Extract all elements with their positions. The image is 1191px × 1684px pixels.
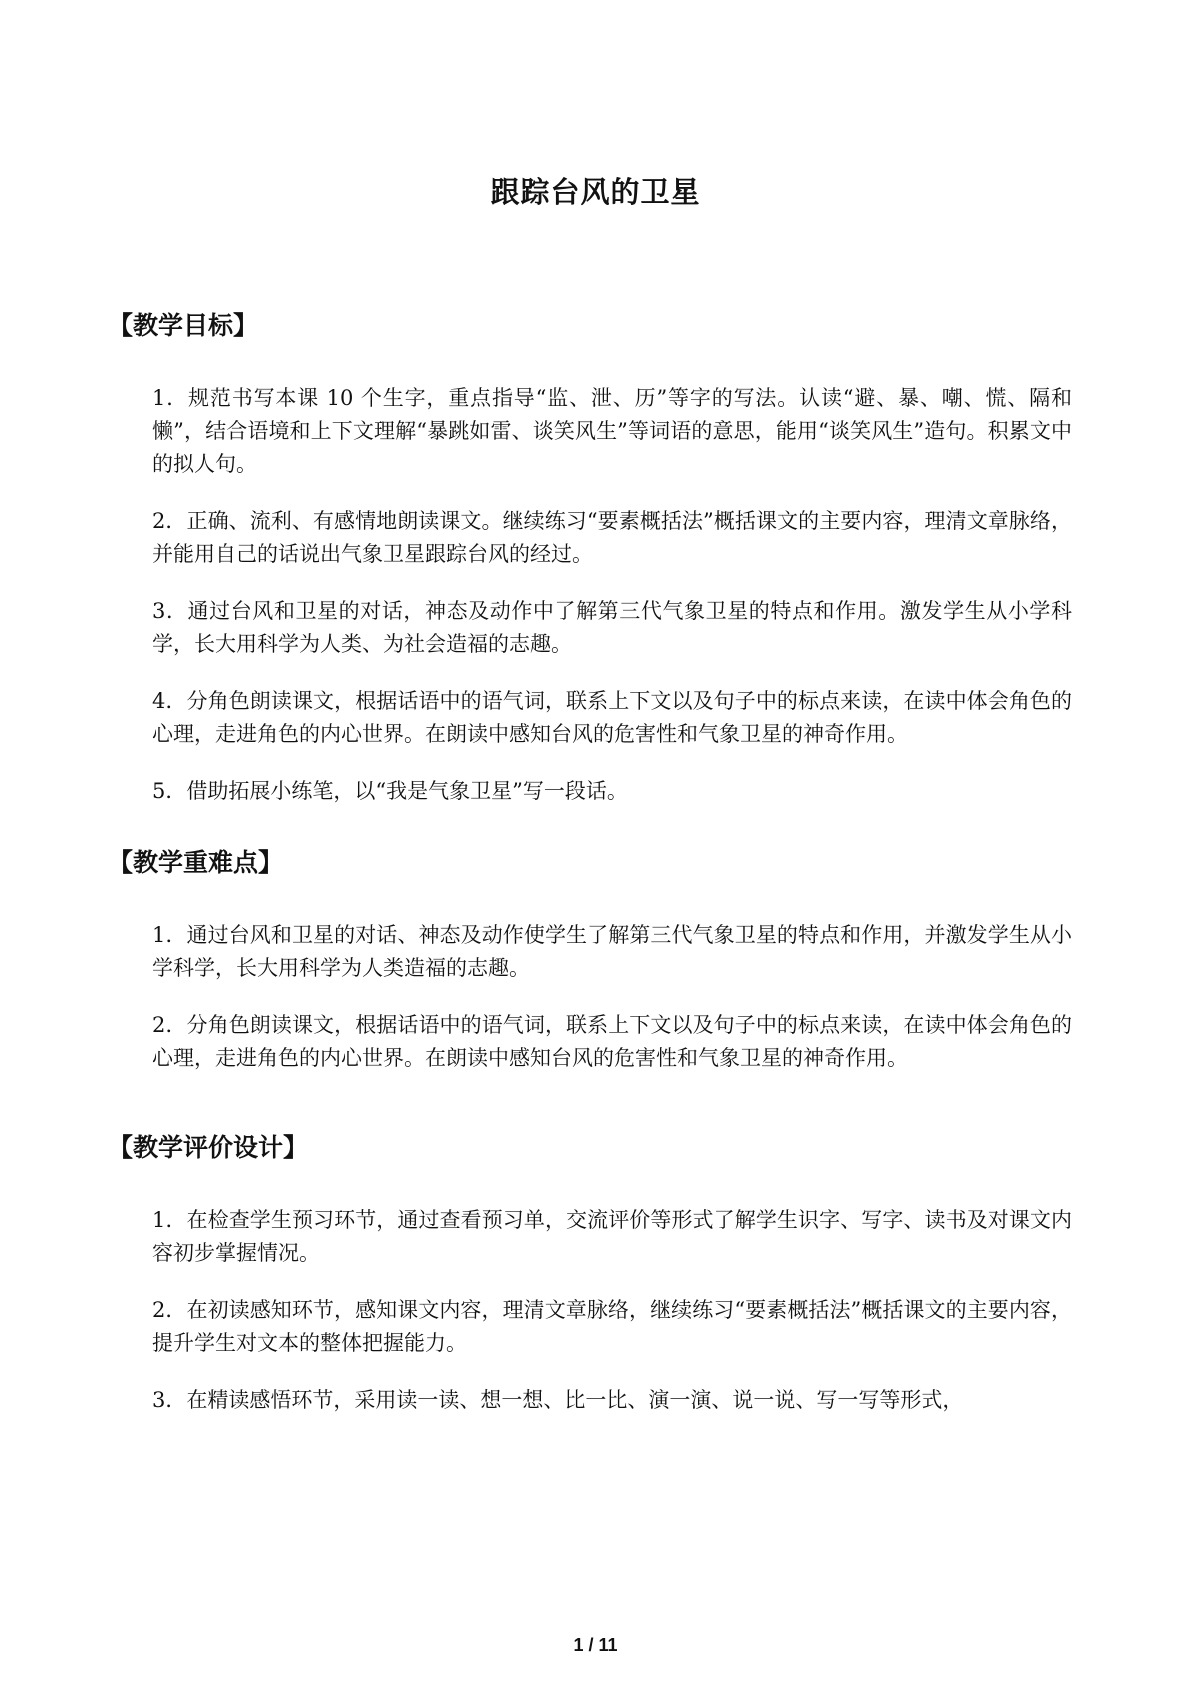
section-key-difficulties bbox=[108, 846, 1072, 1075]
section-heading: 【教学评价设计】 bbox=[108, 1133, 309, 1162]
section-teaching-objectives bbox=[108, 309, 1072, 808]
page-number: 1 / 11 bbox=[573, 1635, 618, 1655]
paragraph: 3．在精读感悟环节，采用读一读、想一想、比一比、演一演、说一说、写一写等形式， bbox=[152, 1388, 964, 1412]
paragraph: 2．分角色朗读课文，根据话语中的语气词，联系上下文以及句子中的标点来读，在读中体会角色的心理，走进角色的内心世界。在朗读中感知台风的危害性和气象卫星的神奇作用。 bbox=[152, 1013, 1072, 1070]
paragraph: 2．正确、流利、有感情地朗读课文。继续练习“要素概括法”概括课文的主要内容，理清文章脉络，并能用自己的话说出气象卫星跟踪台风的经过。 bbox=[152, 509, 1072, 566]
section-heading: 【教学目标】 bbox=[108, 311, 259, 340]
paragraph: 1．通过台风和卫星的对话、神态及动作使学生了解第三代气象卫星的特点和作用，并激发学生从小学科学，长大用科学为人类造福的志趣。 bbox=[152, 923, 1072, 980]
paragraph: 2．在初读感知环节，感知课文内容，理清文章脉络，继续练习“要素概括法”概括课文的主要内容，提升学生对文本的整体把握能力。 bbox=[152, 1298, 1072, 1355]
paragraph: 3．通过台风和卫星的对话，神态及动作中了解第三代气象卫星的特点和作用。激发学生从小学科学，长大用科学为人类、为社会造福的志趣。 bbox=[152, 599, 1072, 656]
paragraph: 5．借助拓展小练笔，以“我是气象卫星”写一段话。 bbox=[152, 779, 628, 803]
paragraph: 4．分角色朗读课文，根据话语中的语气词，联系上下文以及句子中的标点来读，在读中体会角色的心理，走进角色的内心世界。在朗读中感知台风的危害性和气象卫星的神奇作用。 bbox=[152, 689, 1072, 746]
section-heading: 【教学重难点】 bbox=[108, 848, 284, 877]
paragraph: 1．在检查学生预习环节，通过查看预习单，交流评价等形式了解学生识字、写字、读书及对课文内容初步掌握情况。 bbox=[152, 1208, 1072, 1265]
document-title: 跟踪台风的卫星 bbox=[490, 175, 701, 209]
section-evaluation-design bbox=[108, 1131, 1072, 1417]
paragraph: 1．规范书写本课 10 个生字，重点指导“监、泄、历”等字的写法。认读“避、暴、嘲、慌、隔和懒”，结合语境和上下文理解“暴跳如雷、谈笑风生”等词语的意思，能用“谈笑风生”造句。积累文中的拟人句。 bbox=[152, 386, 1072, 476]
